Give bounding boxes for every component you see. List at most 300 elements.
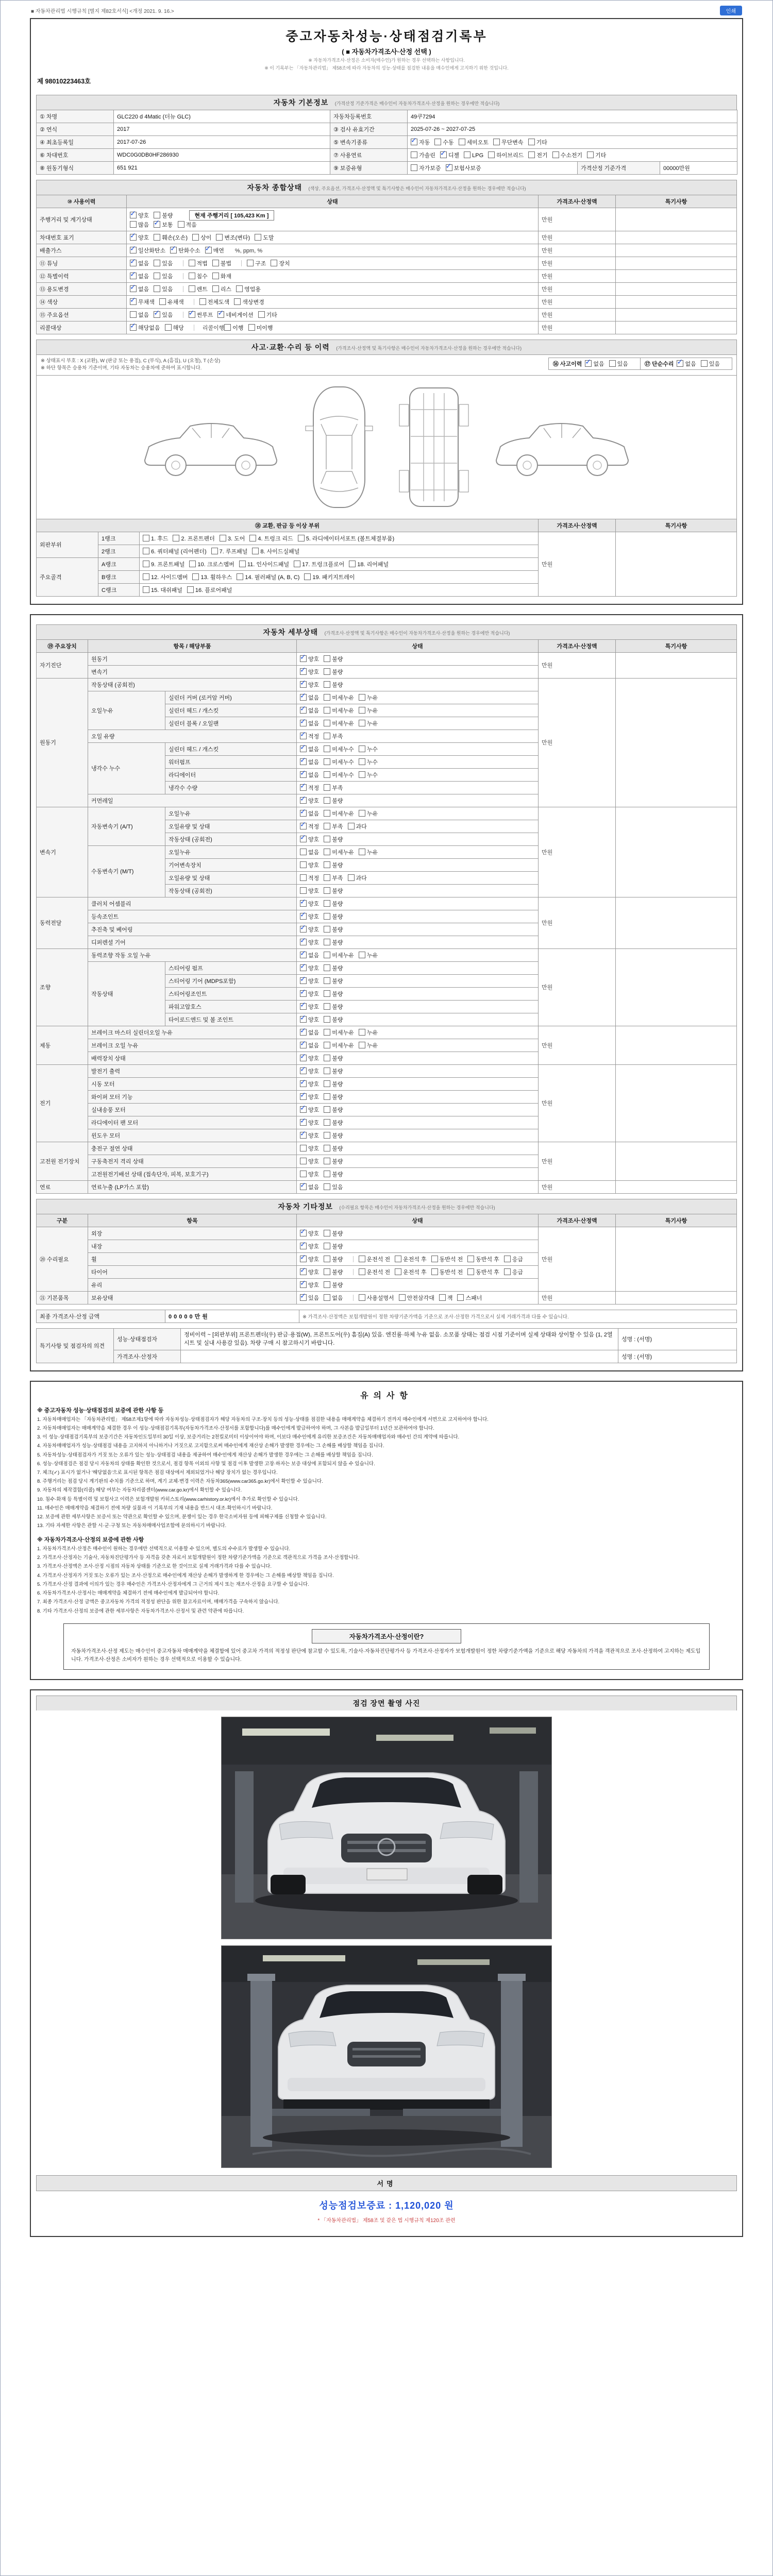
checkbox[interactable]	[199, 298, 206, 305]
checkbox[interactable]	[294, 561, 300, 567]
checkbox-option[interactable]: ✓ 양호	[300, 1231, 319, 1237]
checkbox[interactable]	[300, 655, 307, 662]
checkbox[interactable]	[609, 360, 616, 367]
checkbox[interactable]	[359, 771, 365, 778]
checkbox[interactable]	[300, 1243, 307, 1249]
checkbox-option[interactable]: 불량	[324, 1146, 343, 1152]
checkbox-option[interactable]: 기타	[587, 152, 606, 159]
checkbox-option[interactable]: ✓ 양호	[300, 1269, 319, 1276]
checkbox[interactable]	[359, 758, 365, 765]
checkbox-option[interactable]: 운전석 전	[359, 1257, 391, 1263]
checkbox-option[interactable]: 상이	[192, 235, 211, 241]
checkbox-option[interactable]: 렌트	[189, 286, 208, 293]
checkbox-option[interactable]: 동반석 전	[431, 1269, 463, 1276]
checkbox[interactable]	[324, 758, 330, 765]
checkbox[interactable]	[130, 311, 137, 318]
checkbox-option[interactable]: 불량	[324, 1081, 343, 1088]
checkbox-option[interactable]: ✓ 네비게이션	[217, 312, 253, 318]
checkbox[interactable]	[154, 260, 160, 266]
checkbox-option[interactable]: 불량	[324, 1069, 343, 1075]
checkbox[interactable]	[434, 139, 441, 145]
checkbox-option[interactable]: ✓ 양호	[300, 1004, 319, 1010]
checkbox-option[interactable]: ✓ 없음	[300, 772, 319, 778]
checkbox-option[interactable]: 불량	[324, 1257, 343, 1263]
checkbox-option[interactable]: 9. 프론트패널	[143, 562, 184, 568]
checkbox-option[interactable]: 운전석 후	[395, 1257, 427, 1263]
checkbox[interactable]	[359, 720, 365, 726]
checkbox-option[interactable]: 있음	[324, 1184, 343, 1191]
checkbox-option[interactable]: 불량	[324, 1107, 343, 1113]
checkbox[interactable]	[324, 1145, 330, 1151]
checkbox[interactable]	[178, 221, 184, 228]
checkbox-option[interactable]: 불량	[324, 965, 343, 972]
checkbox-option[interactable]: ✓ 없음	[130, 286, 149, 293]
checkbox-option[interactable]: 없음	[300, 850, 319, 856]
checkbox[interactable]	[189, 311, 195, 318]
checkbox[interactable]	[300, 1281, 307, 1288]
checkbox[interactable]	[300, 720, 307, 726]
checkbox-option[interactable]: 무단변속	[493, 140, 524, 146]
checkbox[interactable]	[300, 1003, 307, 1010]
checkbox[interactable]	[300, 990, 307, 997]
checkbox[interactable]	[130, 234, 137, 241]
checkbox[interactable]	[324, 1055, 330, 1061]
checkbox-option[interactable]: 미세누유	[324, 1043, 354, 1049]
checkbox[interactable]	[300, 849, 307, 855]
checkbox[interactable]	[130, 324, 137, 331]
checkbox[interactable]	[359, 810, 365, 817]
checkbox[interactable]	[143, 586, 149, 593]
checkbox[interactable]	[399, 1294, 406, 1301]
checkbox-option[interactable]: 누수	[359, 759, 378, 766]
checkbox[interactable]	[170, 247, 177, 253]
checkbox[interactable]	[248, 324, 255, 331]
checkbox-option[interactable]: 응급	[504, 1269, 523, 1276]
checkbox-option[interactable]: 미세누수	[324, 747, 354, 753]
checkbox[interactable]	[247, 260, 254, 266]
checkbox[interactable]	[324, 1268, 330, 1275]
checkbox-option[interactable]: 변조(변타)	[216, 235, 250, 241]
checkbox-option[interactable]: 불량	[324, 798, 343, 804]
checkbox-option[interactable]: 불량	[324, 1282, 343, 1289]
checkbox[interactable]	[192, 573, 199, 580]
checkbox[interactable]	[324, 681, 330, 688]
checkbox-option[interactable]: 미세누유	[324, 850, 354, 856]
checkbox[interactable]	[212, 273, 219, 279]
checkbox[interactable]	[304, 573, 311, 580]
checkbox[interactable]	[528, 151, 535, 158]
checkbox-option[interactable]: 누유	[359, 1030, 378, 1036]
checkbox[interactable]	[464, 151, 470, 158]
checkbox-option[interactable]: 적법	[189, 261, 208, 267]
checkbox[interactable]	[324, 1132, 330, 1139]
checkbox[interactable]	[411, 139, 417, 145]
checkbox[interactable]	[324, 1080, 330, 1087]
checkbox-option[interactable]: ✓ 일산화탄소	[130, 248, 165, 254]
checkbox[interactable]	[324, 964, 330, 971]
checkbox[interactable]	[130, 260, 137, 266]
checkbox[interactable]	[324, 720, 330, 726]
checkbox[interactable]	[234, 298, 241, 305]
checkbox[interactable]	[324, 1281, 330, 1288]
checkbox-option[interactable]: 13. 휠하우스	[192, 574, 232, 581]
checkbox-option[interactable]: 동반석 후	[467, 1269, 499, 1276]
checkbox-option[interactable]: ✓ 없음	[300, 811, 319, 817]
checkbox-option[interactable]: 수동	[434, 140, 453, 146]
checkbox-option[interactable]: 누유	[359, 721, 378, 727]
checkbox-option[interactable]: 훼손(오손)	[154, 235, 188, 241]
checkbox[interactable]	[300, 733, 307, 739]
checkbox[interactable]	[300, 861, 307, 868]
checkbox-option[interactable]: 5. 라디에이터서포트 (볼트체결부품)	[298, 536, 394, 542]
checkbox[interactable]	[300, 1132, 307, 1139]
checkbox-option[interactable]: 부족	[324, 734, 343, 740]
checkbox-option[interactable]: 불량	[324, 888, 343, 894]
checkbox-option[interactable]: 불량	[324, 682, 343, 688]
checkbox[interactable]	[300, 1029, 307, 1036]
checkbox[interactable]	[130, 247, 137, 253]
checkbox[interactable]	[300, 1106, 307, 1113]
checkbox-option[interactable]: 사용설명서	[359, 1295, 394, 1301]
checkbox-option[interactable]: 운전석 전	[359, 1269, 391, 1276]
checkbox[interactable]	[324, 900, 330, 907]
checkbox-option[interactable]: ✓ 양호	[300, 1017, 319, 1023]
checkbox[interactable]	[324, 1243, 330, 1249]
checkbox[interactable]	[130, 273, 137, 279]
checkbox-option[interactable]: 미세누유	[324, 1030, 354, 1036]
checkbox[interactable]	[459, 139, 465, 145]
checkbox[interactable]	[173, 535, 179, 541]
checkbox-option[interactable]: 미이행	[248, 325, 273, 331]
checkbox[interactable]	[300, 926, 307, 933]
checkbox-option[interactable]: 이행	[224, 325, 243, 331]
checkbox[interactable]	[324, 797, 330, 804]
checkbox[interactable]	[359, 694, 365, 701]
checkbox-option[interactable]: ✓양호	[130, 213, 149, 219]
checkbox-option[interactable]: 16. 플로어패널	[187, 587, 232, 594]
checkbox[interactable]	[220, 535, 226, 541]
checkbox[interactable]	[300, 797, 307, 804]
checkbox[interactable]	[359, 1256, 365, 1262]
checkbox[interactable]	[324, 849, 330, 855]
checkbox-option[interactable]: 불량	[154, 213, 173, 219]
checkbox-option[interactable]: 응급	[504, 1257, 523, 1263]
checkbox-option[interactable]: 양호	[300, 888, 319, 894]
checkbox-option[interactable]: 불량	[324, 669, 343, 675]
checkbox-option[interactable]: 구조	[247, 261, 266, 267]
checkbox[interactable]	[217, 311, 224, 318]
checkbox[interactable]	[300, 1067, 307, 1074]
checkbox[interactable]	[130, 285, 137, 292]
checkbox[interactable]	[359, 849, 365, 855]
checkbox-option[interactable]: 과다	[348, 824, 367, 830]
checkbox[interactable]	[324, 1158, 330, 1164]
checkbox-option[interactable]: 있음	[154, 286, 173, 293]
checkbox-option[interactable]: 도말	[255, 235, 274, 241]
checkbox-option[interactable]: ✓ 양호	[300, 965, 319, 972]
checkbox[interactable]	[300, 1183, 307, 1190]
checkbox[interactable]	[130, 221, 137, 228]
checkbox-option[interactable]: 불량	[324, 1231, 343, 1237]
checkbox-option[interactable]: 10. 크로스멤버	[189, 562, 234, 568]
checkbox-option[interactable]: ✓ 보통	[154, 222, 173, 228]
checkbox-option[interactable]: ✓ 무채색	[130, 299, 155, 306]
checkbox-option[interactable]: 불량	[324, 1004, 343, 1010]
checkbox[interactable]	[324, 784, 330, 791]
checkbox[interactable]	[324, 745, 330, 752]
checkbox-option[interactable]: ✓ 없음	[130, 274, 149, 280]
checkbox[interactable]	[189, 260, 195, 266]
checkbox[interactable]	[324, 1183, 330, 1190]
checkbox-option[interactable]: 수소전기	[552, 152, 583, 159]
checkbox[interactable]	[395, 1268, 401, 1275]
checkbox[interactable]	[411, 151, 417, 158]
checkbox-option[interactable]: ✓ 양호	[130, 235, 149, 241]
checkbox-option[interactable]: 누유	[359, 708, 378, 714]
checkbox-option[interactable]: ✓ 양호	[300, 1133, 319, 1139]
checkbox[interactable]	[359, 745, 365, 752]
checkbox-option[interactable]: ✓ 양호	[300, 940, 319, 946]
checkbox-option[interactable]: ✓ 디젤	[440, 152, 459, 159]
checkbox[interactable]	[324, 1067, 330, 1074]
checkbox[interactable]	[504, 1256, 511, 1262]
checkbox-option[interactable]: 7. 루프패널	[211, 549, 248, 555]
checkbox[interactable]	[349, 561, 356, 567]
checkbox[interactable]	[324, 1093, 330, 1100]
checkbox-option[interactable]: 화재	[212, 274, 231, 280]
checkbox-option[interactable]: 미세누유	[324, 953, 354, 959]
checkbox-option[interactable]: 미세누유	[324, 708, 354, 714]
checkbox[interactable]	[143, 573, 149, 580]
checkbox[interactable]	[324, 1256, 330, 1262]
checkbox[interactable]	[324, 990, 330, 997]
checkbox-option[interactable]: 해당	[165, 325, 184, 331]
checkbox-option[interactable]: ✓ 양호	[300, 798, 319, 804]
checkbox[interactable]	[300, 1145, 307, 1151]
checkbox-option[interactable]: 17. 트렁크플로어	[294, 562, 344, 568]
checkbox-option[interactable]: 양호	[300, 1146, 319, 1152]
checkbox[interactable]	[300, 874, 307, 881]
checkbox[interactable]	[324, 1042, 330, 1048]
checkbox-option[interactable]: 불량	[324, 837, 343, 843]
checkbox[interactable]	[528, 139, 535, 145]
checkbox[interactable]	[300, 771, 307, 778]
checkbox-option[interactable]: ✓ 없음	[300, 708, 319, 714]
checkbox-option[interactable]: ✓ 탄화수소	[170, 248, 200, 254]
checkbox-option[interactable]: ✓ 해당없음	[130, 325, 160, 331]
checkbox[interactable]	[189, 285, 195, 292]
checkbox-option[interactable]: ✓ 적정	[300, 824, 319, 830]
checkbox[interactable]	[504, 1268, 511, 1275]
checkbox[interactable]	[249, 535, 256, 541]
checkbox-option[interactable]: 침수	[189, 274, 208, 280]
checkbox-option[interactable]: 스패너	[457, 1295, 482, 1301]
checkbox-option[interactable]: ✓ 양호	[300, 901, 319, 907]
checkbox-option[interactable]: ✓ 적정	[300, 734, 319, 740]
checkbox-option[interactable]: 양호	[300, 1172, 319, 1178]
checkbox-option[interactable]: ✓ 양호	[300, 1257, 319, 1263]
checkbox[interactable]	[324, 874, 330, 881]
checkbox[interactable]	[324, 733, 330, 739]
checkbox[interactable]	[300, 977, 307, 984]
checkbox-option[interactable]: ✓ 없음	[300, 759, 319, 766]
checkbox-option[interactable]: ✓ 양호	[300, 669, 319, 675]
checkbox[interactable]	[300, 1268, 307, 1275]
checkbox[interactable]	[154, 273, 160, 279]
checkbox-option[interactable]: 전체도색	[199, 299, 230, 306]
checkbox[interactable]	[324, 926, 330, 933]
checkbox[interactable]	[324, 913, 330, 920]
checkbox-option[interactable]: 불량	[324, 1094, 343, 1100]
checkbox-option[interactable]: 없음	[130, 312, 149, 318]
checkbox[interactable]	[324, 1003, 330, 1010]
checkbox-option[interactable]: ✓ 없음	[585, 361, 604, 367]
checkbox[interactable]	[300, 952, 307, 958]
checkbox[interactable]	[300, 836, 307, 842]
checkbox-option[interactable]: 부족	[324, 824, 343, 830]
checkbox-option[interactable]: ✓ 자동	[411, 140, 430, 146]
checkbox[interactable]	[324, 1119, 330, 1126]
checkbox[interactable]	[324, 810, 330, 817]
checkbox-option[interactable]: 미세누유	[324, 695, 354, 701]
checkbox[interactable]	[300, 887, 307, 894]
checkbox-option[interactable]: ✓ 양호	[300, 991, 319, 997]
checkbox[interactable]	[324, 823, 330, 829]
checkbox[interactable]	[467, 1268, 474, 1275]
checkbox-option[interactable]: 불량	[324, 901, 343, 907]
checkbox[interactable]	[300, 694, 307, 701]
checkbox[interactable]	[300, 668, 307, 675]
checkbox[interactable]	[324, 836, 330, 842]
checkbox-option[interactable]: 1. 후드	[143, 536, 168, 542]
checkbox-option[interactable]: 불법	[212, 261, 231, 267]
checkbox-option[interactable]: ✓ 적정	[300, 785, 319, 791]
checkbox[interactable]	[324, 655, 330, 662]
checkbox[interactable]	[359, 1029, 365, 1036]
checkbox-option[interactable]: 4. 트렁크 리드	[249, 536, 293, 542]
checkbox-option[interactable]: ✓ 양호	[300, 1069, 319, 1075]
checkbox[interactable]	[189, 273, 195, 279]
checkbox-option[interactable]: 불량	[324, 862, 343, 869]
checkbox-option[interactable]: 있음	[609, 361, 628, 367]
checkbox-option[interactable]: 불량	[324, 656, 343, 663]
checkbox-option[interactable]: 적정	[300, 875, 319, 882]
checkbox-option[interactable]: 기타	[258, 312, 277, 318]
checkbox[interactable]	[130, 212, 137, 218]
checkbox-option[interactable]: ✓ 썬루프	[189, 312, 213, 318]
checkbox-option[interactable]: 불량	[324, 1159, 343, 1165]
checkbox[interactable]	[300, 1158, 307, 1164]
checkbox[interactable]	[216, 234, 223, 241]
checkbox[interactable]	[154, 234, 160, 241]
checkbox[interactable]	[154, 212, 160, 218]
checkbox[interactable]	[488, 151, 495, 158]
checkbox[interactable]	[300, 784, 307, 791]
checkbox[interactable]	[677, 360, 683, 367]
checkbox[interactable]	[324, 707, 330, 714]
print-button[interactable]: 인쇄	[720, 6, 742, 15]
checkbox[interactable]	[192, 234, 199, 241]
checkbox-option[interactable]: ✓ 없음	[300, 721, 319, 727]
checkbox[interactable]	[189, 561, 196, 567]
checkbox[interactable]	[300, 1294, 307, 1301]
checkbox-option[interactable]: ✓ 양호	[300, 837, 319, 843]
checkbox-option[interactable]: ✓ 있음	[300, 1295, 319, 1301]
checkbox[interactable]	[440, 151, 447, 158]
checkbox-option[interactable]: 영업용	[236, 286, 261, 293]
checkbox[interactable]	[300, 1230, 307, 1236]
checkbox-option[interactable]: 미세누수	[324, 759, 354, 766]
checkbox[interactable]	[324, 861, 330, 868]
checkbox-option[interactable]: 미세누유	[324, 811, 354, 817]
checkbox[interactable]	[154, 311, 160, 318]
checkbox[interactable]	[300, 1119, 307, 1126]
checkbox[interactable]	[212, 260, 219, 266]
checkbox-option[interactable]: 잭	[439, 1295, 453, 1301]
checkbox-option[interactable]: ✓ 없음	[677, 361, 696, 367]
checkbox-option[interactable]: 과다	[348, 875, 367, 882]
checkbox-option[interactable]: ✓ 양호	[300, 1120, 319, 1126]
checkbox-option[interactable]: 3. 도어	[220, 536, 245, 542]
checkbox-option[interactable]: ✓ 양호	[300, 914, 319, 920]
checkbox[interactable]	[324, 939, 330, 945]
checkbox-option[interactable]: 전기	[528, 152, 547, 159]
checkbox[interactable]	[324, 1106, 330, 1113]
checkbox[interactable]	[324, 1016, 330, 1023]
checkbox[interactable]	[324, 977, 330, 984]
checkbox-option[interactable]: 많음	[130, 222, 149, 228]
checkbox-option[interactable]: 불량	[324, 1017, 343, 1023]
checkbox[interactable]	[236, 285, 243, 292]
checkbox-option[interactable]: ✓ 양호	[300, 1244, 319, 1250]
checkbox[interactable]	[324, 694, 330, 701]
checkbox-option[interactable]: ✓ 없음	[300, 1184, 319, 1191]
checkbox[interactable]	[212, 285, 219, 292]
checkbox-option[interactable]: ✓ 양호	[300, 1094, 319, 1100]
checkbox[interactable]	[300, 810, 307, 817]
checkbox[interactable]	[130, 298, 137, 305]
checkbox[interactable]	[258, 311, 265, 318]
checkbox-option[interactable]: 불량	[324, 1172, 343, 1178]
checkbox[interactable]	[300, 1080, 307, 1087]
checkbox-option[interactable]: 15. 대쉬패널	[143, 587, 182, 594]
checkbox-option[interactable]: 동반석 후	[467, 1257, 499, 1263]
checkbox-option[interactable]: ✓ 없음	[300, 1030, 319, 1036]
checkbox-option[interactable]: ✓ 있음	[154, 312, 173, 318]
checkbox[interactable]	[187, 586, 194, 593]
checkbox-option[interactable]: 6. 쿼터패널 (리어펜더)	[143, 549, 207, 555]
checkbox-option[interactable]: 누유	[359, 953, 378, 959]
checkbox[interactable]	[300, 681, 307, 688]
checkbox-option[interactable]: ✓ 양호	[300, 978, 319, 985]
checkbox[interactable]	[446, 164, 452, 171]
checkbox-option[interactable]: ✓ 양호	[300, 1282, 319, 1289]
checkbox-option[interactable]: ✓ 없음	[300, 695, 319, 701]
checkbox-option[interactable]: 누유	[359, 811, 378, 817]
checkbox-option[interactable]: 있음	[701, 361, 720, 367]
checkbox-option[interactable]: 불량	[324, 991, 343, 997]
checkbox[interactable]	[300, 707, 307, 714]
checkbox[interactable]	[431, 1256, 438, 1262]
checkbox[interactable]	[324, 771, 330, 778]
checkbox-option[interactable]: 불량	[324, 927, 343, 933]
checkbox-option[interactable]: ✓ 없음	[300, 953, 319, 959]
checkbox[interactable]	[701, 360, 708, 367]
checkbox[interactable]	[252, 548, 259, 554]
checkbox-option[interactable]: 색상변경	[234, 299, 264, 306]
checkbox[interactable]	[143, 548, 149, 554]
checkbox[interactable]	[300, 823, 307, 829]
